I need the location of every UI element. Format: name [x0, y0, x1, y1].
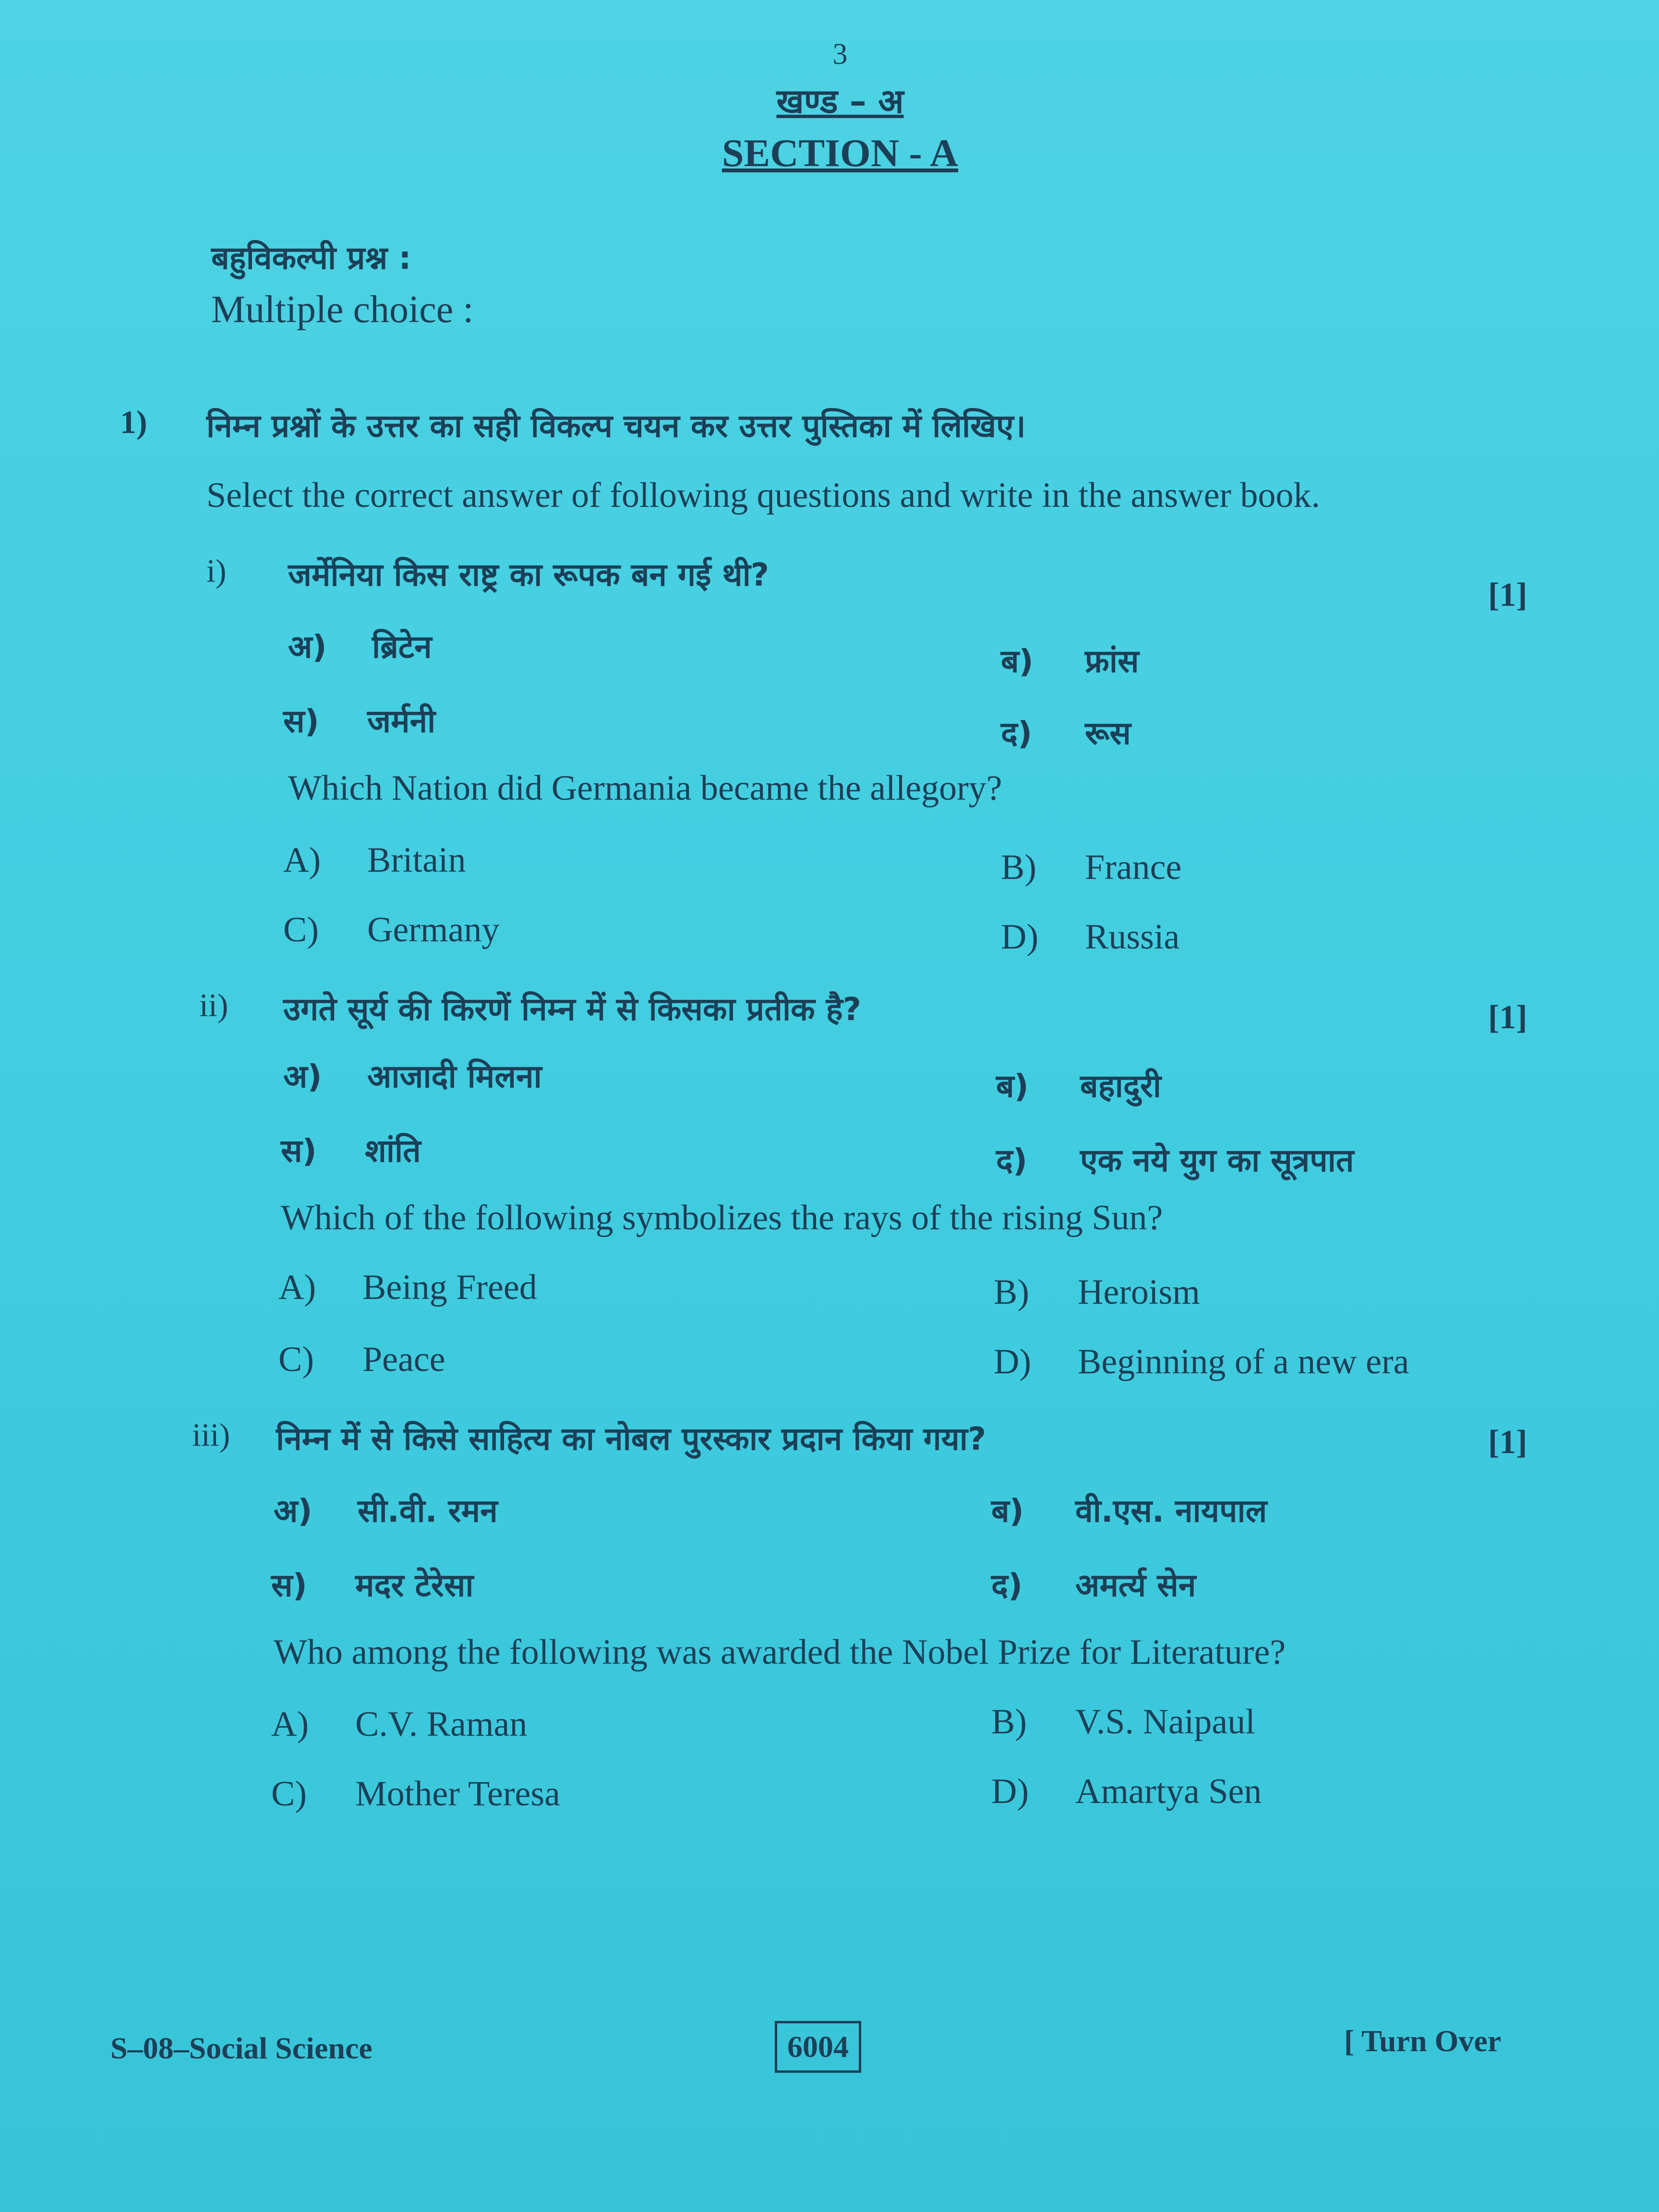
option-hindi: अ) सी.वी. रमन [274, 1492, 498, 1529]
marks: [1] [1488, 999, 1527, 1036]
question-type-hindi: बहुविकल्पी प्रश्न : [211, 240, 411, 276]
paper-code-box: 6004 [775, 2021, 861, 2073]
instruction: Select the correct answer of following questions and write in the answer book. [206, 476, 1321, 515]
question-type: Multiple choice : [211, 289, 474, 331]
sub-question-number: ii) [199, 987, 228, 1023]
option-hindi: ब) फ्रांस [1001, 643, 1139, 680]
option-hindi: स) जर्मनी [283, 703, 436, 740]
option-hindi: अ) ब्रिटेन [288, 628, 432, 665]
option: A) Britain [283, 841, 466, 880]
option-hindi: द) अमर्त्य सेन [991, 1567, 1196, 1604]
option-hindi: ब) बहादुरी [996, 1068, 1161, 1105]
option-hindi: द) एक नये युग का सूत्रपात [996, 1142, 1354, 1179]
option-hindi: द) रूस [1001, 715, 1131, 752]
option-hindi: स) मदर टेरेसा [271, 1567, 474, 1604]
option: C) Peace [278, 1340, 445, 1379]
section-heading-hindi: खण्ड – अ [776, 82, 904, 121]
option: C) Mother Teresa [271, 1774, 561, 1814]
question-hindi: जर्मेनिया किस राष्ट्र का रूपक बन गई थी? [288, 556, 769, 593]
subject-code: S–08–Social Science [110, 2031, 373, 2065]
option: A) Being Freed [278, 1268, 537, 1307]
sub-question-number: i) [206, 553, 227, 589]
option-hindi: ब) वी.एस. नायपाल [991, 1492, 1267, 1529]
option-hindi: स) शांति [281, 1132, 421, 1169]
section-heading: SECTION - A [721, 131, 959, 175]
turn-over-note: [ Turn Over [1344, 2024, 1502, 2058]
question-number: 1) [120, 404, 147, 440]
question: Which of the following symbolizes the rays of the rising Sun? [281, 1198, 1163, 1238]
page-number: 3 [832, 38, 848, 71]
question-hindi: उगते सूर्य की किरणें निम्न में से किसका प्रतीक है? [283, 991, 862, 1028]
option: B) Heroism [994, 1273, 1200, 1312]
sub-question-number: iii) [192, 1417, 230, 1453]
marks: [1] [1488, 1424, 1527, 1461]
option: A) C.V. Raman [271, 1705, 528, 1744]
marks: [1] [1488, 577, 1527, 613]
option: D) Amartya Sen [991, 1772, 1262, 1811]
option: B) France [1001, 848, 1182, 887]
question-hindi: निम्न में से किसे साहित्य का नोबल पुरस्कार प्रदान किया गया? [276, 1420, 986, 1457]
option: D) Russia [1001, 917, 1180, 957]
option: B) V.S. Naipaul [991, 1702, 1255, 1742]
option-hindi: अ) आजादी मिलना [283, 1058, 542, 1095]
question: Which Nation did Germania became the allegory? [288, 769, 1002, 808]
option: D) Beginning of a new era [994, 1342, 1409, 1382]
instruction-hindi: निम्न प्रश्नों के उत्तर का सही विकल्प चयन कर उत्तर पुस्तिका में लिखिए। [206, 408, 1026, 445]
option: C) Germany [283, 910, 500, 950]
question: Who among the following was awarded the Nobel Prize for Literature? [274, 1633, 1286, 1672]
